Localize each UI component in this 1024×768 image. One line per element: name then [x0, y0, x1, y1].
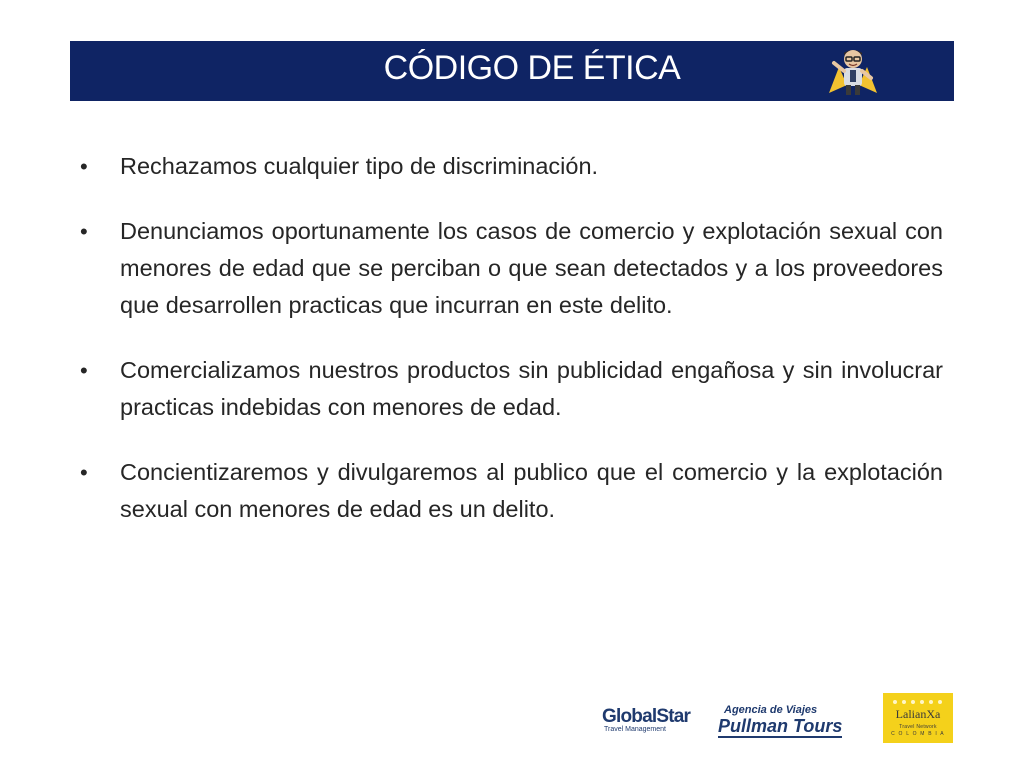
pullman-tours-logo [718, 704, 868, 740]
superhero-mascot-icon [825, 43, 881, 99]
bullet-marker: • [80, 154, 88, 179]
alianza-dots-icon [891, 697, 945, 707]
alianza-country: C O L O M B I A [891, 731, 945, 737]
slide-title: CÓDIGO DE ÉTICA [383, 49, 681, 87]
bullet-list [80, 148, 943, 556]
pullman-agency-label: Agencia de Viajes [724, 704, 818, 716]
footer-logos [590, 690, 960, 746]
globalstar-name: GlobalStar [602, 706, 691, 727]
globalstar-subtitle: Travel Management [604, 726, 666, 733]
bullet-item [80, 352, 943, 426]
bullet-item [80, 213, 943, 324]
bullet-marker: • [80, 358, 88, 383]
alianza-name: LalianXa [895, 707, 941, 721]
pullman-name: Pullman Tours [718, 716, 843, 736]
bullet-text: Rechazamos cualquier tipo de discriminación. [120, 153, 599, 179]
bullet-item [80, 454, 943, 528]
alianza-logo [883, 693, 953, 743]
globalstar-logo [602, 706, 702, 740]
title-bar [70, 41, 954, 101]
bullet-text: Comercializamos nuestros productos sin publicidad engañosa y sin involucrar practicas indebidas con menores de edad. [120, 357, 943, 420]
bullet-marker: • [80, 219, 88, 244]
bullet-marker: • [80, 460, 88, 485]
bullet-item [80, 148, 943, 185]
bullet-text: Concientizaremos y divulgaremos al publico que el comercio y la explotación sexual con menores de edad es un delito. [120, 459, 943, 522]
alianza-subtitle: Travel Network [899, 724, 937, 730]
bullet-text: Denunciamos oportunamente los casos de comercio y explotación sexual con menores de edad que se perciban o que sean detectados y a los proveedores que desarrollen practicas que incurran en este delito. [120, 218, 943, 318]
